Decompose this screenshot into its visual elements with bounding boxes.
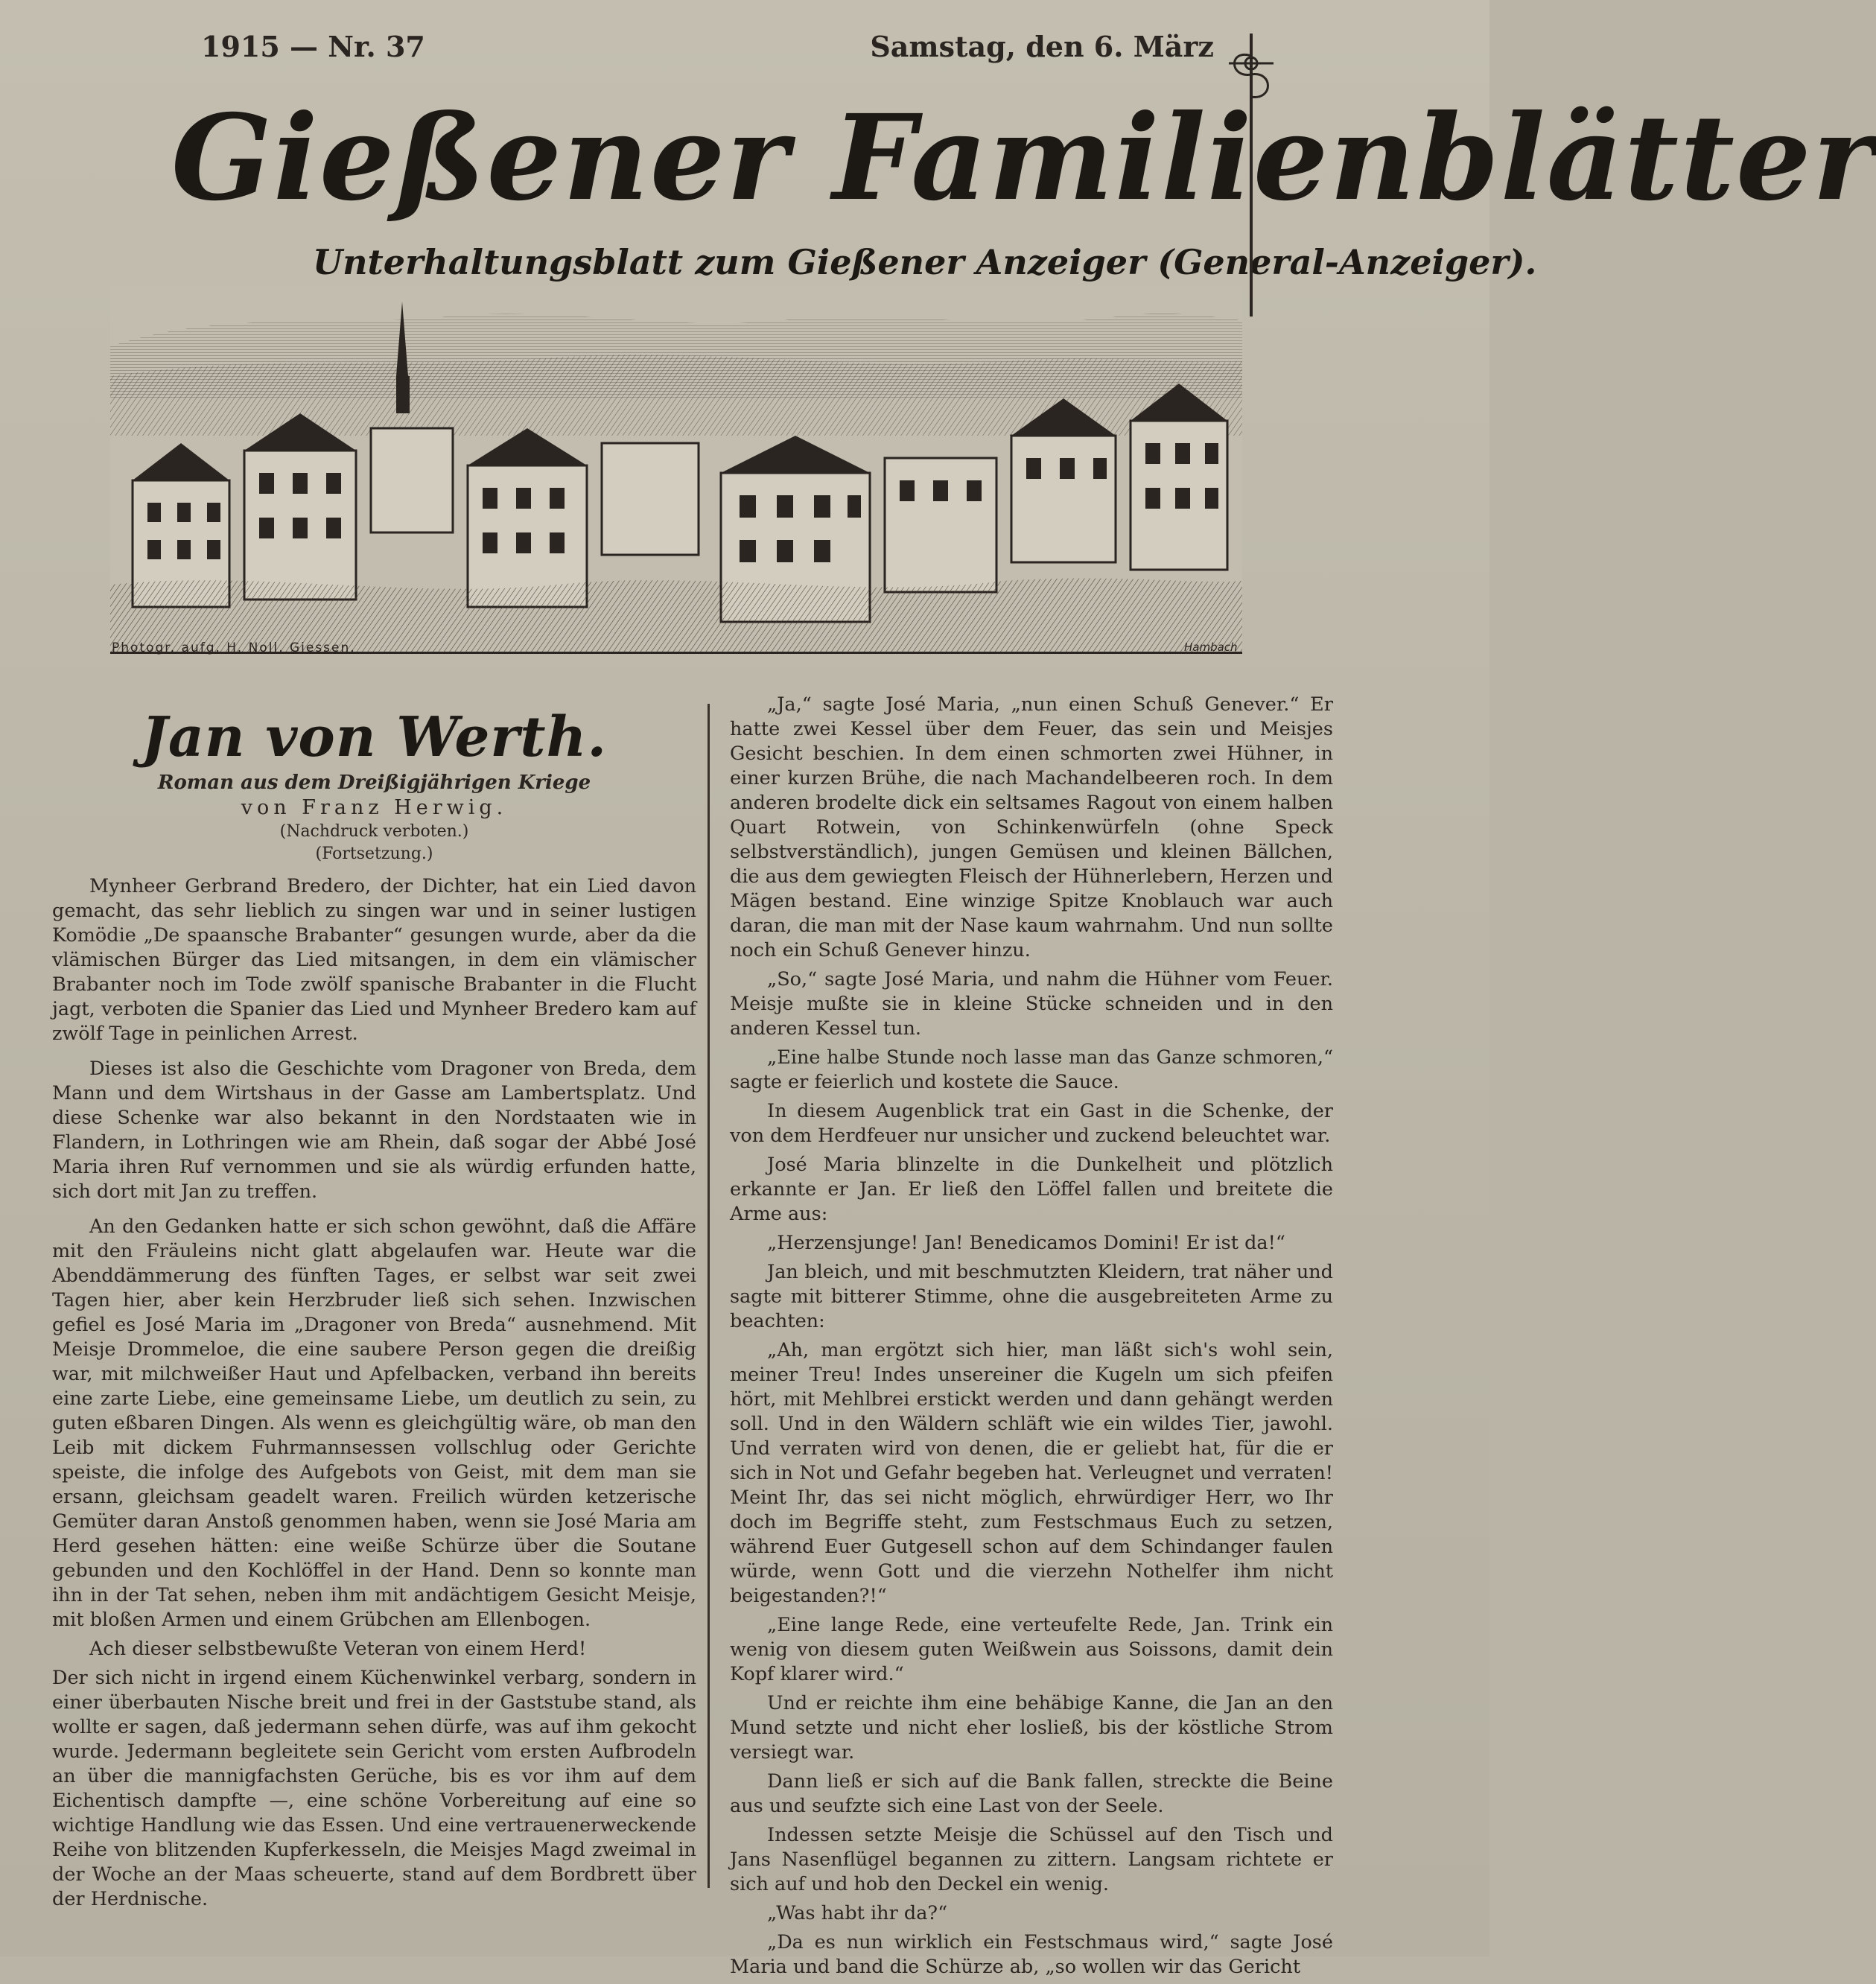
masthead — [119, 45, 1876, 290]
masthead-title: Gießener Familienblätter — [171, 89, 1876, 227]
paragraph: Ach dieser selbstbewußte Veteran von einem Herd! — [89, 1638, 587, 1660]
paragraph: „Da es nun wirklich ein Festschmaus wird,“ sagte José Maria und band die Schürze ab, „so wollen wir das Gericht — [730, 1931, 1333, 1978]
story-author: von Franz Herwig. — [241, 796, 508, 819]
city-etching-illustration — [110, 287, 1242, 654]
continuation-note: (Fortsetzung.) — [315, 845, 433, 863]
decorative-flourish — [1221, 34, 1281, 317]
paragraph: Jan bleich, und mit beschmutzten Kleidern, trat näher und sagte mit bitterer Stimme, ohne die ausgebreiteten Arme zu beachten: — [730, 1261, 1333, 1332]
paragraph: Und er reichte ihm eine behäbige Kanne, die Jan an den Mund setzte und nicht eher losließ, bis der köstliche Strom versiegt war. — [730, 1692, 1333, 1764]
paragraph: José Maria blinzelte in die Dunkelheit und plötzlich erkannte er Jan. Er ließ den Löffel fallen und breitete die Arme aus: — [730, 1154, 1333, 1225]
paragraph: Mynheer Gerbrand Bredero, der Dichter, hat ein Lied davon gemacht, das sehr lieblich zu singen war und in seiner lustigen Komödie „De spaansche Brabanter“ gesungen wurde, aber da die vlämischen Bürger das Lied mitsangen, in dem ein vlämischer Brabanter noch im Tode zwölf spanische Brabanter in die Flucht jagt, verboten die Spanier das Lied und Mynheer Bredero kam auf zwölf Tage in peinlichen Arrest. — [52, 875, 696, 1045]
reprint-note: (Nachdruck verboten.) — [279, 822, 469, 841]
paragraph: „Was habt ihr da?“ — [767, 1902, 948, 1924]
paragraph: Dieses ist also die Geschichte vom Dragoner von Breda, dem Mann und dem Wirtshaus in der Gasse am Lambertsplatz. Und diese Schenke war also bekannt in den Nordstaaten wie in Flandern, in Lothringen wie am Rhein, daß sogar der Abbé José Maria ihren Ruf vernommen und sie als würdig erfunden hatte, sich dort mit Jan zu treffen. — [52, 1058, 696, 1203]
story-title: Jan von Werth. — [141, 705, 608, 769]
engraver-credit: Hambach — [1184, 640, 1238, 654]
paragraph: Dann ließ er sich auf die Bank fallen, streckte die Beine aus und seufzte sich eine Last von der Seele. — [730, 1770, 1333, 1817]
column-divider — [708, 704, 710, 1888]
paragraph: „So,“ sagte José Maria, und nahm die Hühner vom Feuer. Meisje mußte sie in kleine Stücke schneiden und in den anderen Kessel tun. — [730, 968, 1333, 1040]
paragraph: „Eine halbe Stunde noch lasse man das Ganze schmoren,“ sagte er feierlich und kostete die Sauce. — [730, 1046, 1333, 1093]
left-column — [52, 693, 696, 1922]
paragraph: „Ah, man ergötzt sich hier, man läßt sich's wohl sein, meiner Treu! Indes unsereiner die Kugeln um sich pfeifen hört, mit Mehlbrei erstickt werden und dann gehängt werden soll. Und in den Wäldern schläft wie ein wildes Tier, jawohl. Und verraten wird von denen, die er geliebt hat, für die er sich in Not und Gefahr begeben hat. Verleugnet und verraten! Meint Ihr, das sei nicht möglich, ehrwürdiger Herr, wo Ihr doch im Begriffe steht, zum Festschmaus Euch zu setzen, während Euer Gutgesell schon auf dem Schindanger faulen würde, wenn Gott und die vierzehn Nothelfer ihm nicht beigestanden?!“ — [730, 1339, 1333, 1607]
paragraph: Der sich nicht in irgend einem Küchenwinkel verbarg, sondern in einer überbauten Nische breit und frei in der Gaststube stand, als wollte er sagen, daß jedermann sehen dürfe, was auf ihm gekocht wurde. Jedermann begleitete sein Gericht vom ersten Aufbrodeln an über die mannigfachsten Gerüche, bis es vor ihm auf dem Eichentisch dampfte —, eine schöne Vorbereitung auf eine so wichtige Handlung wie das Essen. Und eine vertrauenerweckende Reihe von blitzenden Kupferkesseln, die Meisjes Magd zweimal in der Woche an der Maas scheuerte, stand auf dem Bordbrett über der Herdnische. — [52, 1667, 696, 1910]
right-column — [730, 693, 1333, 1984]
paragraph: „Ja,“ sagte José Maria, „nun einen Schuß Genever.“ Er hatte zwei Kessel über dem Feuer, das sein und Meisjes Gesicht beschien. In dem einen schmorten zwei Hühner, in einer kurzen Brühe, die nach Machandelbeeren roch. In dem anderen brodelte dick ein seltsames Ragout von einem halben Quart Rotwein, von Schinkenwürfeln (ohne Speck selbstverständlich), jungen Gemüsen und kleinen Bällchen, die aus dem gewiegten Fleisch der Hühnerlebern, Herzen und Mägen bestand. Eine winzige Spitze Knoblauch war auch daran, die man mit der Nase kaum wahrnahm. Und nun sollte noch ein Schuß Genever hinzu. — [730, 693, 1333, 961]
paragraph: An den Gedanken hatte er sich schon gewöhnt, daß die Affäre mit den Fräuleins nicht glatt abgelaufen war. Heute war die Abenddämmerung des fünften Tages, er selbst war seit zwei Tagen hier, aber kein Herzbruder ließ sich sehen. Inzwischen gefiel es José Maria im „Dragoner von Breda“ ausnehmend. Mit Meisje Drommeloe, die eine saubere Person gegen die dreißig war, mit milchweißer Haut und Apfelbacken, verband ihn bereits eine zarte Liebe, eine gemeinsame Liebe, um deutlich zu sein, zu guten eßbaren Dingen. Als wenn es gleichgültig wäre, ob man den Leib mit dickem Fuhrmannsessen vollschlug oder Gerichte speiste, die infolge des Aufgebots von Geist, mit dem man sie ersann, gleichsam geadelt waren. Freilich würden ketzerische Gemüter daran Anstoß genommen haben, wenn sie José Maria am Herd gesehen hätten: eine weiße Schürze über die Soutane gebunden und den Kochlöffel in der Hand. Denn so konnte man ihn in der Tat sehen, neben ihm mit andächtigem Gesicht Meisje, mit bloßen Armen und einem Grübchen am Ellenbogen. — [52, 1215, 696, 1631]
issue-number: 1915 — Nr. 37 — [201, 30, 425, 63]
paragraph: „Herzensjunge! Jan! Benedicamos Domini! Er ist da!“ — [767, 1232, 1285, 1254]
story-subtitle: Roman aus dem Dreißigjährigen Kriege — [157, 772, 591, 794]
issue-date: Samstag, den 6. März — [870, 30, 1214, 63]
paragraph: Indessen setzte Meisje die Schüssel auf den Tisch und Jans Nasenflügel begannen zu zittern. Langsam richtete er sich auf und hob den Deckel ein wenig. — [730, 1824, 1333, 1895]
photo-credit: Photogr. aufg. H. Noll, Giessen. — [112, 640, 356, 655]
masthead-subtitle: Unterhaltungsblatt zum Gießener Anzeiger (General-Anzeiger). — [313, 242, 1537, 282]
paragraph: In diesem Augenblick trat ein Gast in die Schenke, der von dem Herdfeuer nur unsicher und zuckend beleuchtet war. — [730, 1100, 1333, 1147]
paragraph: „Eine lange Rede, eine verteufelte Rede, Jan. Trink ein wenig von diesem guten Weißwein aus Soissons, damit dein Kopf klarer wird.“ — [730, 1614, 1333, 1685]
